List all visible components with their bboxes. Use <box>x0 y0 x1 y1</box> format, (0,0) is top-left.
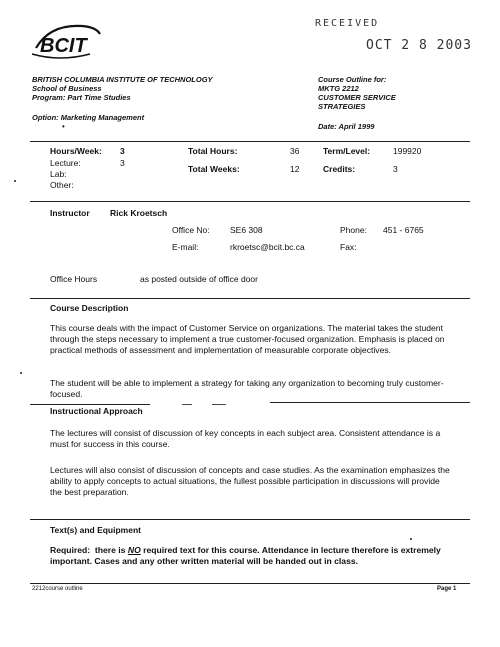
instructional-approach-heading: Instructional Approach <box>50 406 143 416</box>
received-date-stamp: OCT 2 8 2003 <box>366 38 472 53</box>
total-hours-label: Total Hours: <box>188 146 238 156</box>
course-title-line2: STRATEGIES <box>318 102 366 111</box>
instructional-approach-para2: Lectures will also consist of discussion of concepts and case studies. As the examination emphasizes the ability to apply concepts to actual situations, the fullest possible participation in discussions will provide the best preparation. <box>50 465 450 497</box>
description-top-rule <box>30 298 470 299</box>
lecture-label: Lecture: <box>50 158 81 168</box>
office-hours-label: Office Hours <box>50 274 98 284</box>
footer-page-number: Page 1 <box>437 586 457 592</box>
institute-name: BRITISH COLUMBIA INSTITUTE OF TECHNOLOGY <box>32 75 213 84</box>
texts-top-rule <box>30 519 470 520</box>
bcit-logo <box>30 18 102 70</box>
course-outline-label: Course Outline for: <box>318 75 387 84</box>
course-code: MKTG 2212 <box>318 84 359 93</box>
credits-value: 3 <box>393 164 398 174</box>
approach-top-rule-right <box>270 402 470 403</box>
term-level-label: Term/Level: <box>323 146 371 156</box>
term-level-value: 199920 <box>393 146 422 156</box>
footer-left: 2212course outline <box>32 586 83 592</box>
option-name: Option: Marketing Management <box>32 113 145 122</box>
phone-value: 451 - 6765 <box>383 225 424 235</box>
total-weeks-value: 12 <box>290 164 300 174</box>
credits-label: Credits: <box>323 164 356 174</box>
fax-label: Fax: <box>340 242 357 252</box>
hours-week-value: 3 <box>120 146 125 156</box>
required-text-para <box>50 545 460 567</box>
scan-speck <box>20 372 22 374</box>
lecture-value: 3 <box>120 158 125 168</box>
program-name: Program: Part Time Studies <box>32 93 131 102</box>
course-title-line1: CUSTOMER SERVICE <box>318 93 396 102</box>
office-label: Office No: <box>172 225 210 235</box>
scan-dash-1 <box>182 404 192 405</box>
instructional-approach-para1: The lectures will consist of discussion of key concepts in each subject area. Consistent attendance is a must for success in this course. <box>50 428 441 449</box>
required-label: Required: <box>50 545 91 555</box>
lab-label: Lab: <box>50 169 67 179</box>
other-label: Other: <box>50 180 74 190</box>
required-no: NO <box>127 545 141 555</box>
instructor-label: Instructor <box>50 208 90 218</box>
scan-speck <box>14 180 16 182</box>
svg-text:BCIT: BCIT <box>40 35 87 57</box>
approach-top-rule <box>30 404 150 405</box>
required-post: required text for this course. Attendance in lecture therefore is extremely important. Cases and any other written material will be handed out in class. <box>50 545 441 566</box>
office-hours-value: as posted outside of office door <box>140 274 258 284</box>
scan-speck <box>410 538 412 540</box>
scan-dash-2 <box>212 404 226 405</box>
total-weeks-label: Total Weeks: <box>188 164 240 174</box>
instructor-name: Rick Kroetsch <box>110 208 168 218</box>
course-description-para1: This course deals with the impact of Customer Service on organizations. The material takes the student through the steps necessary to implement a true customer-focused organization. Emphasis is placed on practical methods of assessment and implementation of measurable corporate objectives. <box>50 323 445 355</box>
school-name: School of Business <box>32 84 102 93</box>
received-stamp: RECEIVED <box>315 18 380 29</box>
course-description-para2: The student will be able to implement a strategy for taking any organization to becoming truly customer-focused. <box>50 378 444 399</box>
course-date: Date: April 1999 <box>318 122 375 131</box>
total-hours-value: 36 <box>290 146 300 156</box>
phone-label: Phone: <box>340 225 367 235</box>
required-pre: there is <box>94 545 128 555</box>
office-value: SE6 308 <box>230 225 263 235</box>
footer-rule <box>30 583 470 584</box>
email-value[interactable]: rkroetsc@bcit.bc.ca <box>230 242 305 252</box>
hours-top-rule <box>30 141 470 142</box>
texts-equipment-heading: Text(s) and Equipment <box>50 525 141 535</box>
bullet-mark: • <box>62 122 65 131</box>
hours-week-label: Hours/Week: <box>50 146 102 156</box>
hours-bottom-rule <box>30 201 470 202</box>
email-label: E-mail: <box>172 242 199 252</box>
course-description-heading: Course Description <box>50 303 129 313</box>
